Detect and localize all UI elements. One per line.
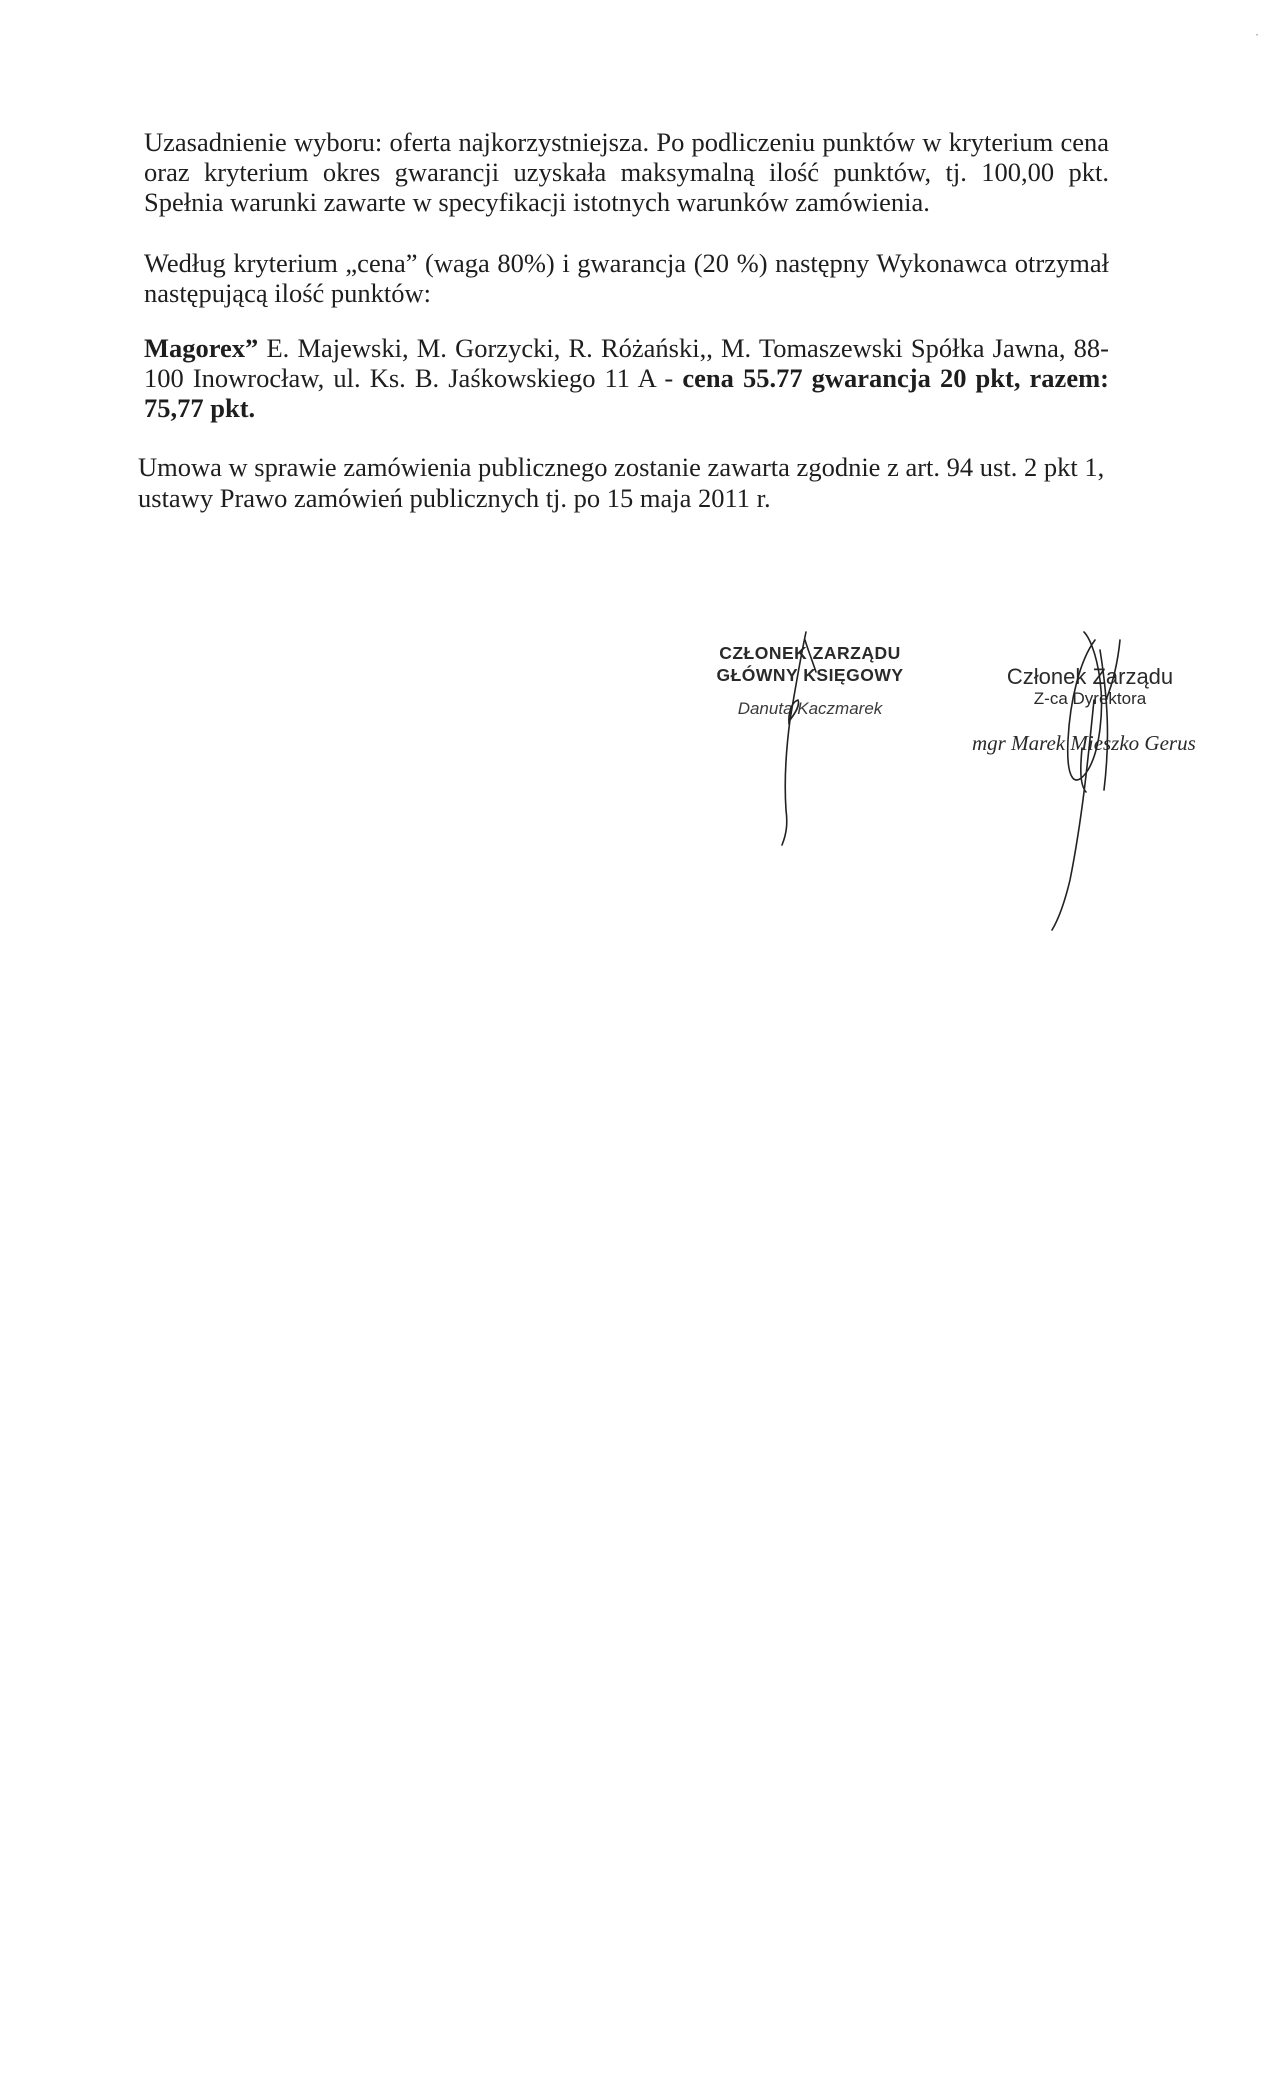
- contract-paragraph: Umowa w sprawie zamówienia publicznego zostanie zawarta zgodnie z art. 94 ust. 2 pkt 1, ustawy Prawo zamówień publicznych tj. po 15 maja 2011 r.: [138, 452, 1105, 513]
- stamp-left-name: Danuta Kaczmarek: [737, 699, 883, 718]
- deputy-director-stamp: [972, 664, 1200, 755]
- scan-dot: ·: [1255, 28, 1259, 42]
- stamp-left-subtitle: GŁÓWNY KSIĘGOWY: [716, 665, 904, 685]
- stamp-right-subtitle: Z-ca Dyrektora: [1033, 689, 1147, 708]
- stamp-left-title: CZŁONEK ZARZĄDU: [719, 643, 901, 663]
- contractor-name: Magorex”: [144, 333, 259, 363]
- chief-accountant-stamp: [690, 642, 930, 720]
- stamp-right-name: mgr Marek Mieszko Gerus: [972, 731, 1196, 755]
- stamp-right-title: Członek Zarządu: [1006, 664, 1174, 689]
- criteria-paragraph: Według kryterium „cena” (waga 80%) i gwarancja (20 %) następny Wykonawca otrzymał następującą ilość punktów:: [144, 248, 1109, 308]
- contractor-details: E. Majewski, M. Gorzycki, R. Różański,, M. Tomaszewski Spółka Jawna, 88-100 Inowrocław, ul. Ks. B. Jaśkowskiego 11 A -: [144, 333, 1109, 393]
- contractor-paragraph: [144, 333, 1109, 423]
- justification-paragraph: Uzasadnienie wyboru: oferta najkorzystniejsza. Po podliczeniu punktów w kryterium cena oraz kryterium okres gwarancji uzyskała maksymalną ilość punktów, tj. 100,00 pkt. Spełnia warunki zawarte w specyfikacji istotnych warunków zamówienia.: [144, 127, 1109, 217]
- contractor-scores: cena 55.77 gwarancja 20 pkt, razem: 75,77 pkt.: [144, 363, 1109, 423]
